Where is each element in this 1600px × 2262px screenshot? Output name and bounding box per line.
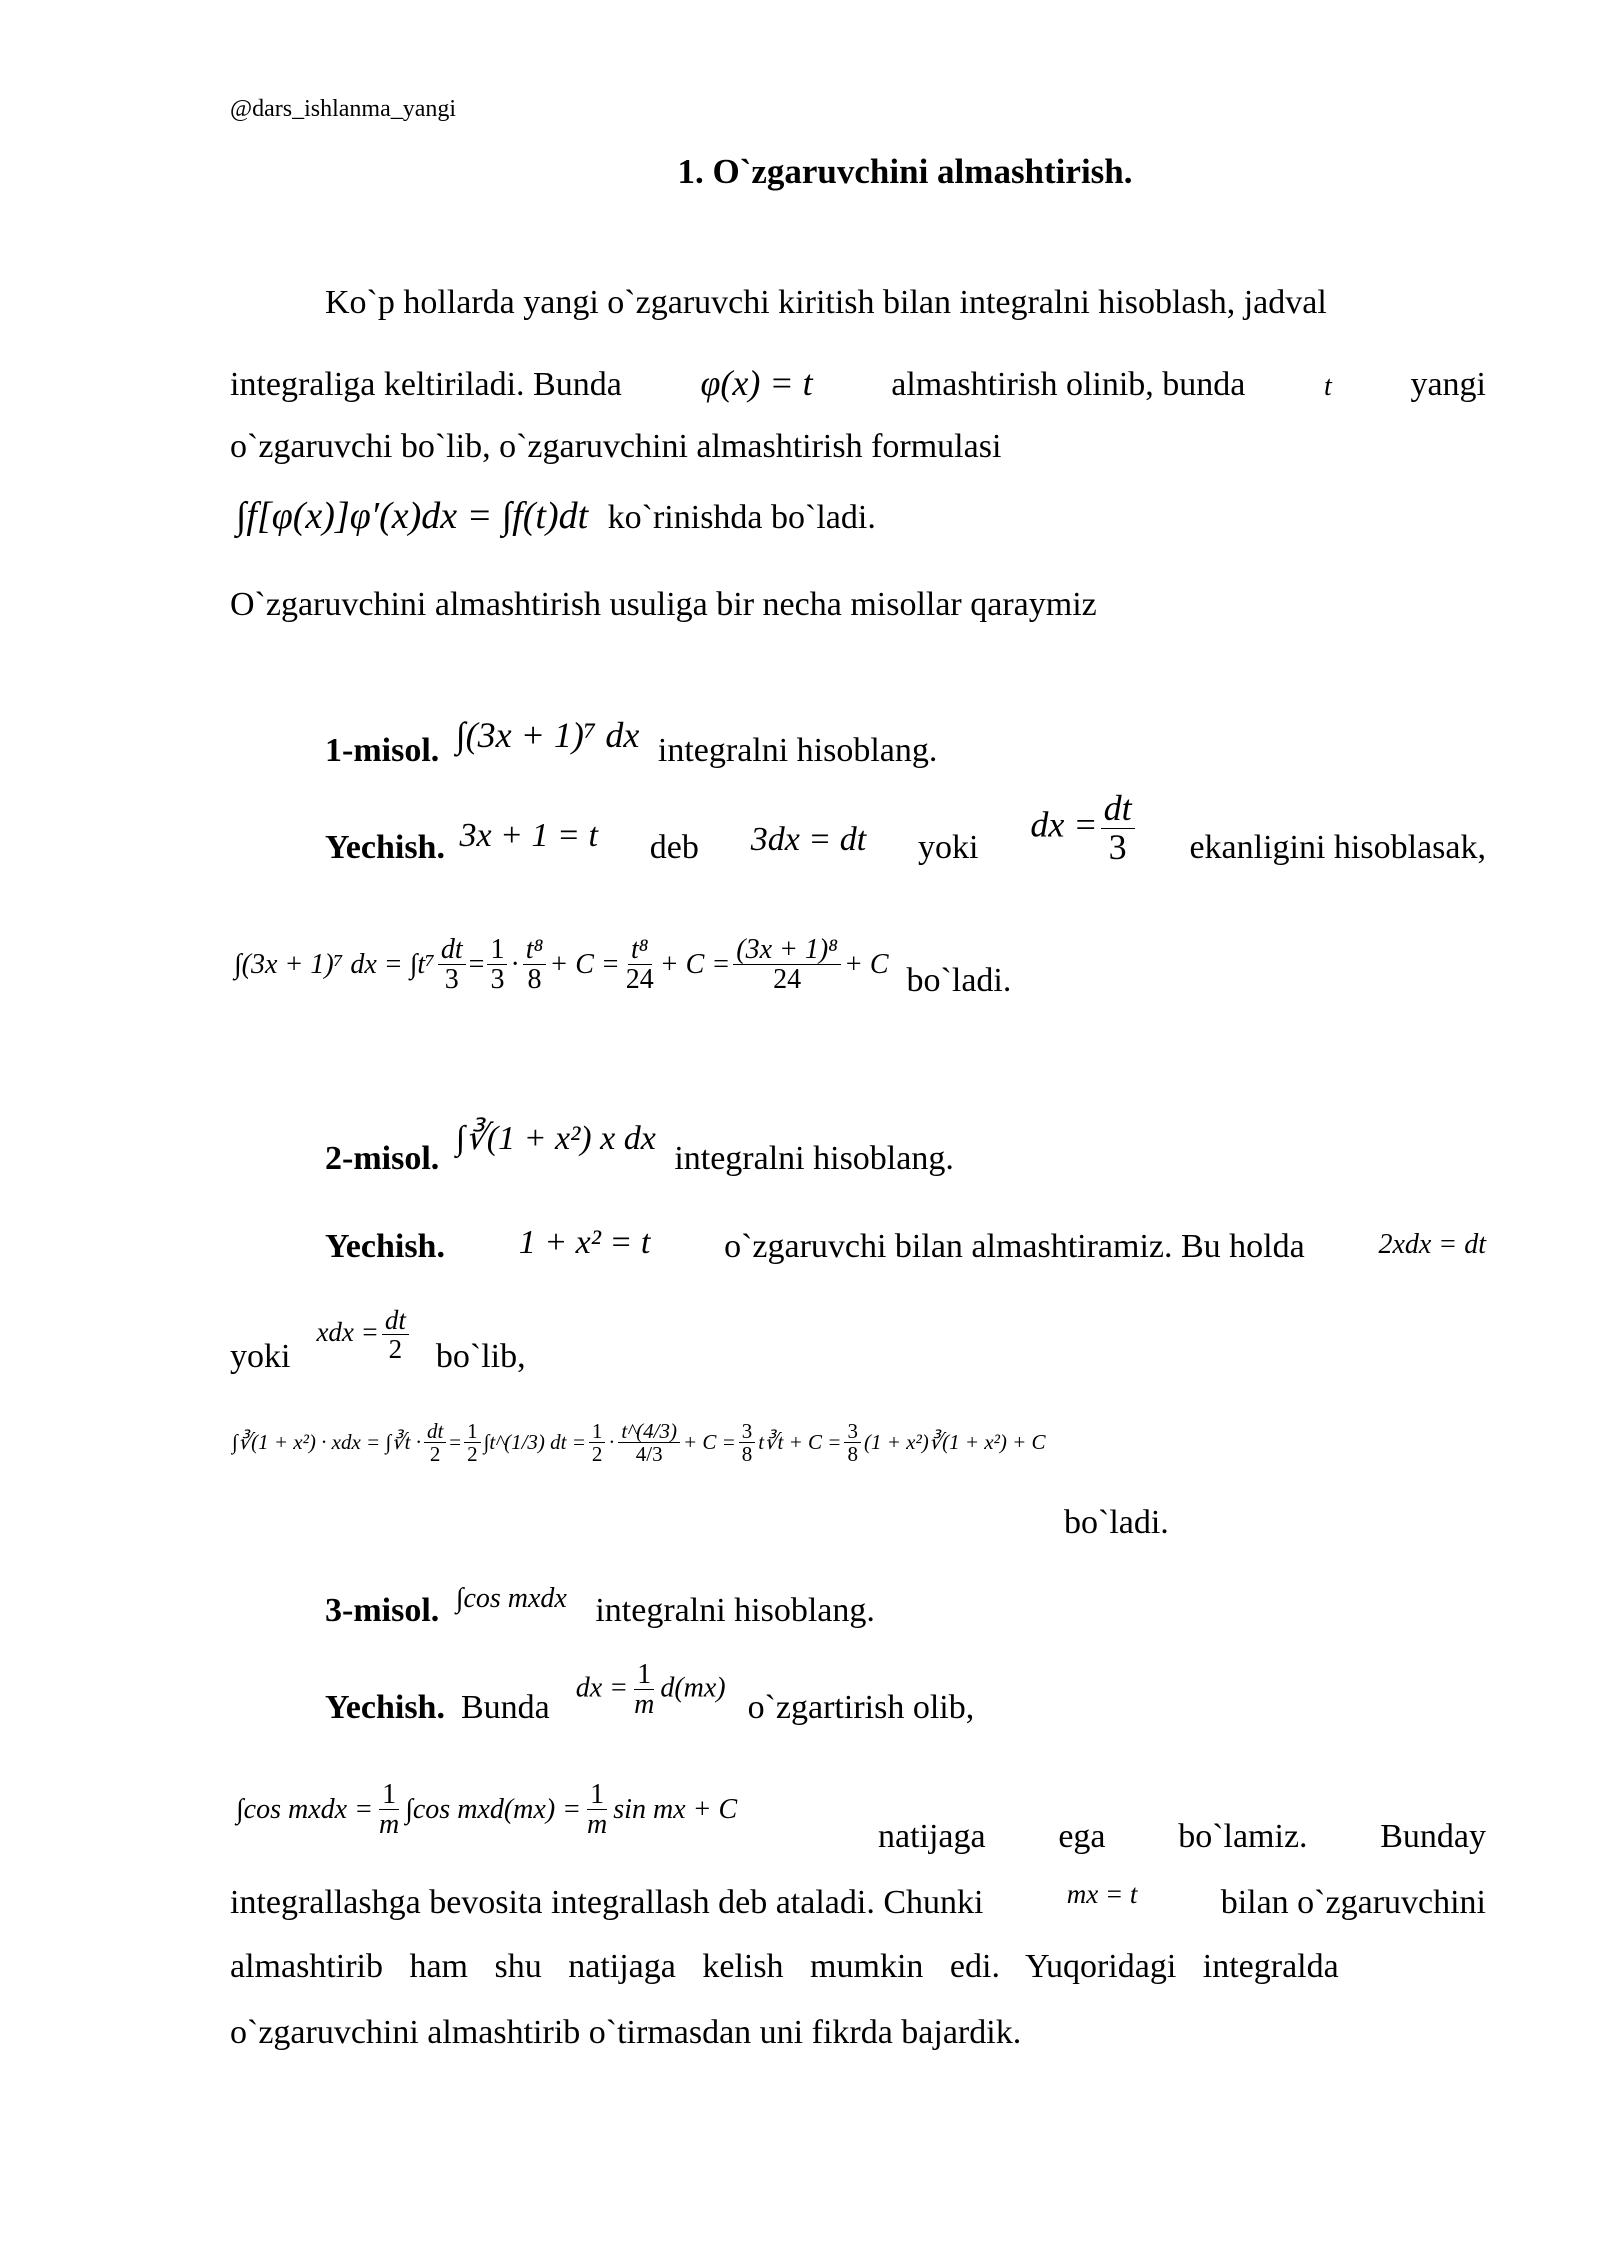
example-3-paragraph-line-3 xyxy=(230,1948,1486,1986)
paragraph-text: bilan o`zgaruvchini xyxy=(1220,1884,1486,1921)
word: natijaga xyxy=(878,1818,986,1855)
fraction-denominator: m xyxy=(634,1689,655,1721)
calc-part: + C = xyxy=(682,1430,736,1455)
substitution: 1 + x² = t xyxy=(518,1224,651,1261)
variable-t: t xyxy=(1324,371,1332,402)
fraction-numerator: 1 xyxy=(487,935,507,965)
example-2-calculation: ∫∛(1 + x²) · xdx = ∫∛t · $\frac{dt}{2}$ = $\frac{1}{2}$ ∫t^(1/3) dt = $\frac{1}{2}$ · $\frac{t\^{}(4/3)}{4/3}$ + C = $\frac{3}{8}$ t∛t + C = $\frac{3}{8}$ (1 + x²)∛(1 + x²) + C xyxy=(232,1419,1046,1467)
example-2-text: o`zgaruvchi bilan almashtiramiz. Bu holda xyxy=(724,1228,1305,1265)
fraction-numerator: 3 xyxy=(739,1420,756,1443)
fraction-numerator: 1 xyxy=(587,1780,607,1810)
substitution: 3x + 1 = t xyxy=(459,817,598,855)
watermark: @dars_ishlanma_yangi xyxy=(230,96,457,122)
fraction-denominator: 3 xyxy=(490,964,505,996)
word-deb: deb xyxy=(649,829,699,867)
fraction-denominator: 2 xyxy=(388,1334,403,1365)
fraction-denominator: 3 xyxy=(1108,826,1127,867)
formula-tail: ko`rinishda bo`ladi. xyxy=(607,499,876,536)
calc-part: + C = xyxy=(659,948,731,980)
fraction-denominator: 2 xyxy=(467,1442,478,1467)
dx-fraction xyxy=(576,1660,726,1720)
fraction-numerator: t⁸ xyxy=(628,935,652,965)
substitution-formula: φ(x) = t xyxy=(700,363,813,403)
xdx-fraction xyxy=(316,1306,411,1364)
example-1-line xyxy=(325,715,938,770)
word-yoki: yoki xyxy=(230,1337,291,1375)
calc-part: ∫(3x + 1)⁷ dx = ∫t⁷ xyxy=(234,948,435,980)
fraction-numerator: (3x + 1)⁸ xyxy=(733,935,841,965)
word: ega xyxy=(1058,1818,1106,1855)
fraction-denominator: 24 xyxy=(773,964,802,996)
section-title: 1. O`zgaruvchini almashtirish. xyxy=(677,152,1133,191)
fraction-numerator: 1 xyxy=(634,1660,654,1690)
calc-part: + C xyxy=(843,948,889,980)
example-2-xdx-line xyxy=(230,1305,526,1375)
calc-part: sin mx + C xyxy=(613,1793,738,1825)
example-3-paragraph-line-2 xyxy=(230,1879,1486,1922)
example-3-line-tail xyxy=(878,1818,1486,1856)
example-3-line xyxy=(325,1583,875,1630)
fraction-denominator: 8 xyxy=(847,1442,858,1467)
fraction-numerator: 3 xyxy=(844,1420,861,1443)
fraction-numerator: dt xyxy=(438,935,466,965)
example-1-solution xyxy=(325,788,1486,887)
fraction-denominator: 24 xyxy=(625,964,654,996)
differential: 3dx = dt xyxy=(750,821,867,859)
dx-fraction xyxy=(1030,790,1137,867)
example-3-tail: o`zgartirish olib, xyxy=(747,1688,975,1726)
calc-part: ∫cos mxd(mx) = xyxy=(405,1793,582,1825)
fraction-denominator: 8 xyxy=(741,1442,753,1467)
word: bo`lamiz. xyxy=(1178,1818,1308,1855)
fraction-numerator: t⁸ xyxy=(523,935,547,965)
intro-text: integraliga keltiriladi. Bunda xyxy=(230,366,622,403)
calc-part: (1 + x²)∛(1 + x²) + C xyxy=(863,1430,1046,1455)
intro-text: Ko`p hollarda yangi o`zgaruvchi kiritish bilan integralni hisoblash, jadval xyxy=(325,284,1327,321)
fraction-denominator: 4/3 xyxy=(635,1442,663,1467)
equals: = xyxy=(449,1430,462,1455)
intro-text: yangi xyxy=(1410,366,1486,403)
dx-lhs: dx = xyxy=(1030,804,1098,845)
intro-line-2 xyxy=(230,362,1486,404)
example-2-result-tail: bo`ladi. xyxy=(1064,1504,1169,1541)
fraction-denominator: m xyxy=(587,1809,608,1841)
xdx-lhs: xdx = xyxy=(316,1317,379,1348)
fraction-denominator: 8 xyxy=(527,964,542,996)
fraction-numerator: dt xyxy=(424,1420,446,1443)
word-bunda: Bunda xyxy=(460,1688,550,1726)
word: Bunday xyxy=(1380,1818,1486,1855)
fraction-numerator: dt xyxy=(1101,790,1135,829)
fraction-denominator: 2 xyxy=(429,1442,441,1467)
example-2-task: integralni hisoblang. xyxy=(674,1140,954,1177)
fraction-denominator: m xyxy=(378,1809,400,1841)
calc-part: t∛t + C = xyxy=(758,1430,842,1455)
example-1-task: integralni hisoblang. xyxy=(657,732,938,769)
substitution-formula: mx = t xyxy=(1066,1879,1138,1909)
example-1-integral: ∫(3x + 1)⁷ dx xyxy=(455,715,640,755)
fraction-numerator: t^(4/3) xyxy=(618,1420,680,1443)
fraction-numerator: 1 xyxy=(589,1420,606,1443)
example-3-solution xyxy=(325,1659,975,1726)
example-1-tail: ekanligini hisoblasak, xyxy=(1189,829,1486,867)
differential: 2xdx = dt xyxy=(1378,1229,1486,1260)
integral-formula: ∫f[φ(x)]φ′(x)dx = ∫f(t)dt xyxy=(236,495,589,537)
result-tail: bo`ladi. xyxy=(906,961,1012,999)
fraction-numerator: 1 xyxy=(379,1780,399,1810)
solution-label: Yechish. xyxy=(325,1228,445,1265)
fraction-denominator: 3 xyxy=(444,964,459,996)
example-1-calculation: ∫(3x + 1)⁷ dx = ∫t⁷ $\frac{dt}{3}$ = $\frac{1}{3}$ · $\frac{\text{t⁸}}{8}$ + C = $\frac{\text{t⁸}}{24}$ + C = $\frac{\text{(3x + 1)⁸}}{24}$ + C bo`ladi. xyxy=(234,934,1012,999)
example-1-label: 1-misol. xyxy=(325,732,440,769)
intro-paragraph-2: O`zgaruvchini almashtirish usuliga bir necha misollar qaraymiz xyxy=(230,586,1097,623)
fraction-numerator: 1 xyxy=(464,1420,481,1443)
example-3-task: integralni hisoblang. xyxy=(595,1592,875,1629)
example-2-integral: ∫∛(1 + x²) x dx xyxy=(455,1120,656,1157)
dx-lhs: dx = xyxy=(575,1672,629,1704)
solution-label: Yechish. xyxy=(325,829,445,867)
fraction-denominator: 2 xyxy=(591,1442,603,1467)
calc-part: ∫cos mxdx = xyxy=(236,1793,373,1825)
fraction-numerator: dt xyxy=(382,1306,409,1335)
formula-main xyxy=(236,494,876,538)
calc-part: + C = xyxy=(549,948,620,980)
solution-label: Yechish. xyxy=(325,1688,445,1726)
example-3-integral: ∫cos mxdx xyxy=(455,1583,567,1614)
calc-part: ∫t^(1/3) dt = xyxy=(483,1430,586,1455)
paragraph-text: integrallashga bevosita integrallash deb ataladi. Chunki xyxy=(230,1884,984,1921)
example-3-paragraph-line-4: o`zgaruvchini almashtirib o`tirmasdan uni fikrda bajardik. xyxy=(230,2014,1022,2051)
calc-part: ∫∛(1 + x²) · xdx = ∫∛t · xyxy=(232,1430,421,1455)
example-2-solution xyxy=(325,1224,1486,1266)
example-2-line xyxy=(325,1120,954,1178)
example-3-label: 3-misol. xyxy=(325,1592,440,1629)
word-bolib: bo`lib, xyxy=(435,1337,526,1375)
example-2-label: 2-misol. xyxy=(325,1140,440,1177)
dx-rhs: d(mx) xyxy=(660,1672,726,1704)
intro-line-1 xyxy=(325,284,1486,322)
word-yoki: yoki xyxy=(918,829,979,867)
intro-text: almashtirish olinib, bunda xyxy=(891,366,1246,403)
intro-line-3: o`zgaruvchi bo`lib, o`zgaruvchini almashtirish formulasi xyxy=(230,428,1002,465)
example-3-calculation xyxy=(236,1780,737,1840)
paragraph-text: almashtirib ham shu natijaga kelish mumkin edi. Yuqoridagi integralda xyxy=(230,1948,1339,1985)
